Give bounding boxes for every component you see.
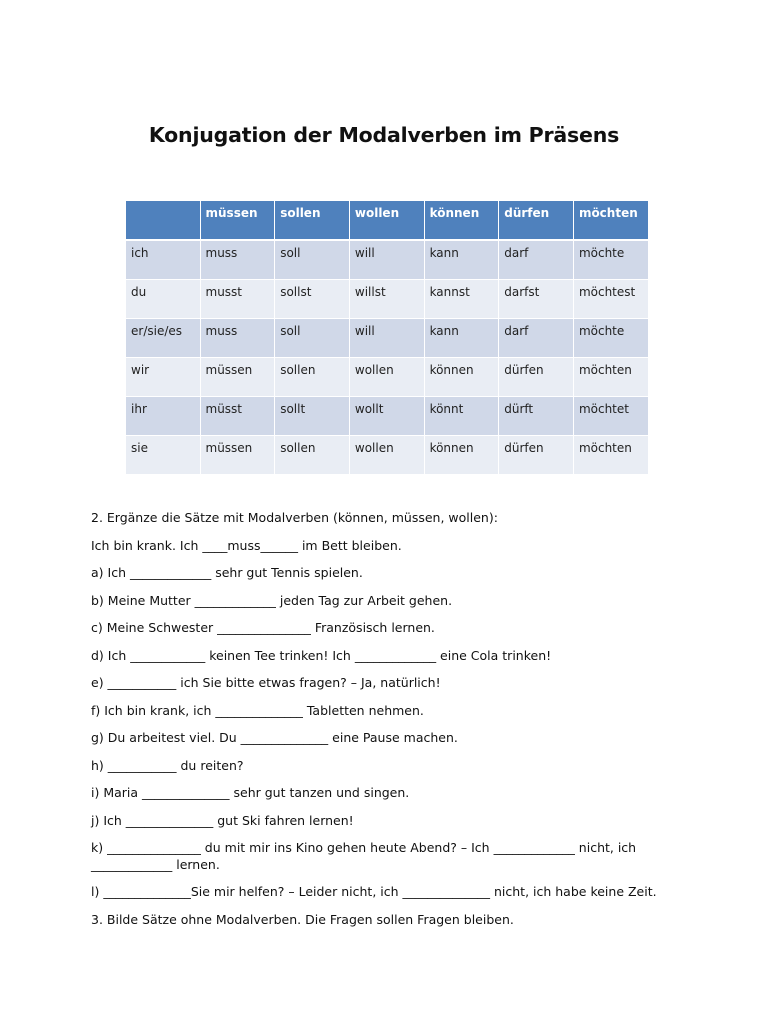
exercise-item-g: g) Du arbeitest viel. Du ______________ eine Pause machen. [91, 730, 458, 745]
exercise-item-a: a) Ich _____________ sehr gut Tennis spielen. [91, 565, 363, 580]
table-cell: darf [499, 319, 574, 358]
pronoun-cell: ihr [126, 397, 200, 436]
table-cell: musst [200, 280, 275, 319]
exercise-2-heading: 2. Ergänze die Sätze mit Modalverben (können, müssen, wollen): [91, 510, 498, 525]
table-cell: kann [424, 240, 499, 280]
table-cell: dürfen [499, 358, 574, 397]
table-cell: soll [275, 319, 350, 358]
table-cell: können [424, 436, 499, 475]
exercise-item-f: f) Ich bin krank, ich ______________ Tabletten nehmen. [91, 702, 424, 718]
table-header-cell: können [424, 201, 499, 240]
table-cell: sollst [275, 280, 350, 319]
table-cell: möchten [573, 436, 648, 475]
table-row [126, 280, 648, 319]
pronoun-cell: er/sie/es [126, 319, 200, 358]
table-cell: kann [424, 319, 499, 358]
table-cell: wollt [349, 397, 424, 436]
exercise-item-d: d) Ich ____________ keinen Tee trinken! Ich _____________ eine Cola trinken! [91, 647, 552, 663]
pronoun-cell: wir [126, 358, 200, 397]
table-cell: muss [200, 319, 275, 358]
pronoun-cell: sie [126, 436, 200, 475]
table-header-cell: möchten [573, 201, 648, 240]
table-cell: müssen [200, 436, 275, 475]
table-cell: wollen [349, 358, 424, 397]
pronoun-cell: ich [126, 240, 200, 280]
table-cell: dürfen [499, 436, 574, 475]
table-header-cell: müssen [200, 201, 275, 240]
table-cell: müsst [200, 397, 275, 436]
exercise-item-i: i) Maria ______________ sehr gut tanzen und singen. [91, 785, 410, 800]
table-cell: möchtest [573, 280, 648, 319]
table-cell: möchte [573, 240, 648, 280]
table-row [126, 358, 648, 397]
table-header-cell: wollen [349, 201, 424, 240]
table-cell: darf [499, 240, 574, 280]
table-cell: darfst [499, 280, 574, 319]
exercise-item-e: e) ___________ ich Sie bitte etwas fragen? – Ja, natürlich! [91, 675, 441, 690]
table-cell: müssen [200, 358, 275, 397]
table-cell: sollt [275, 397, 350, 436]
table-cell: muss [200, 240, 275, 280]
table-header-cell: dürfen [499, 201, 574, 240]
table-cell: soll [275, 240, 350, 280]
table-cell: kannst [424, 280, 499, 319]
table-cell: will [349, 240, 424, 280]
exercise-3-heading: 3. Bilde Sätze ohne Modalverben. Die Fragen sollen Fragen bleiben. [91, 911, 514, 927]
table-cell: wollen [349, 436, 424, 475]
conjugation-table [126, 201, 649, 475]
table-cell: möchtet [573, 397, 648, 436]
exercise-item-k: k) _______________ du mit mir ins Kino gehen heute Abend? – Ich _____________ nicht, ich _____________ lernen. [91, 840, 637, 872]
table-cell: willst [349, 280, 424, 319]
table-header-row [126, 201, 648, 240]
table-cell: möchte [573, 319, 648, 358]
table-cell: möchten [573, 358, 648, 397]
exercise-item-j: j) Ich ______________ gut Ski fahren lernen! [91, 812, 354, 828]
exercise-item-l: l) ______________Sie mir helfen? – Leider nicht, ich ______________ nicht, ich habe keine Zeit. [91, 884, 657, 899]
table-row [126, 397, 648, 436]
page-title: Konjugation der Modalverben im Präsens [148, 123, 620, 147]
table-cell: will [349, 319, 424, 358]
table-row [126, 319, 648, 358]
exercise-section [91, 510, 691, 939]
exercise-item-h: h) ___________ du reiten? [91, 757, 244, 773]
table-cell: können [424, 358, 499, 397]
table-row [126, 240, 648, 280]
table-cell: sollen [275, 358, 350, 397]
table-cell: könnt [424, 397, 499, 436]
exercise-example: Ich bin krank. Ich ____muss______ im Bett bleiben. [91, 537, 402, 553]
table-header-cell: sollen [275, 201, 350, 240]
table-row [126, 436, 648, 475]
exercise-item-c: c) Meine Schwester _______________ Französisch lernen. [91, 620, 435, 635]
pronoun-cell: du [126, 280, 200, 319]
table-header-cell [126, 201, 200, 240]
table-cell: sollen [275, 436, 350, 475]
table-cell: dürft [499, 397, 574, 436]
exercise-item-b: b) Meine Mutter _____________ jeden Tag zur Arbeit gehen. [91, 592, 453, 608]
